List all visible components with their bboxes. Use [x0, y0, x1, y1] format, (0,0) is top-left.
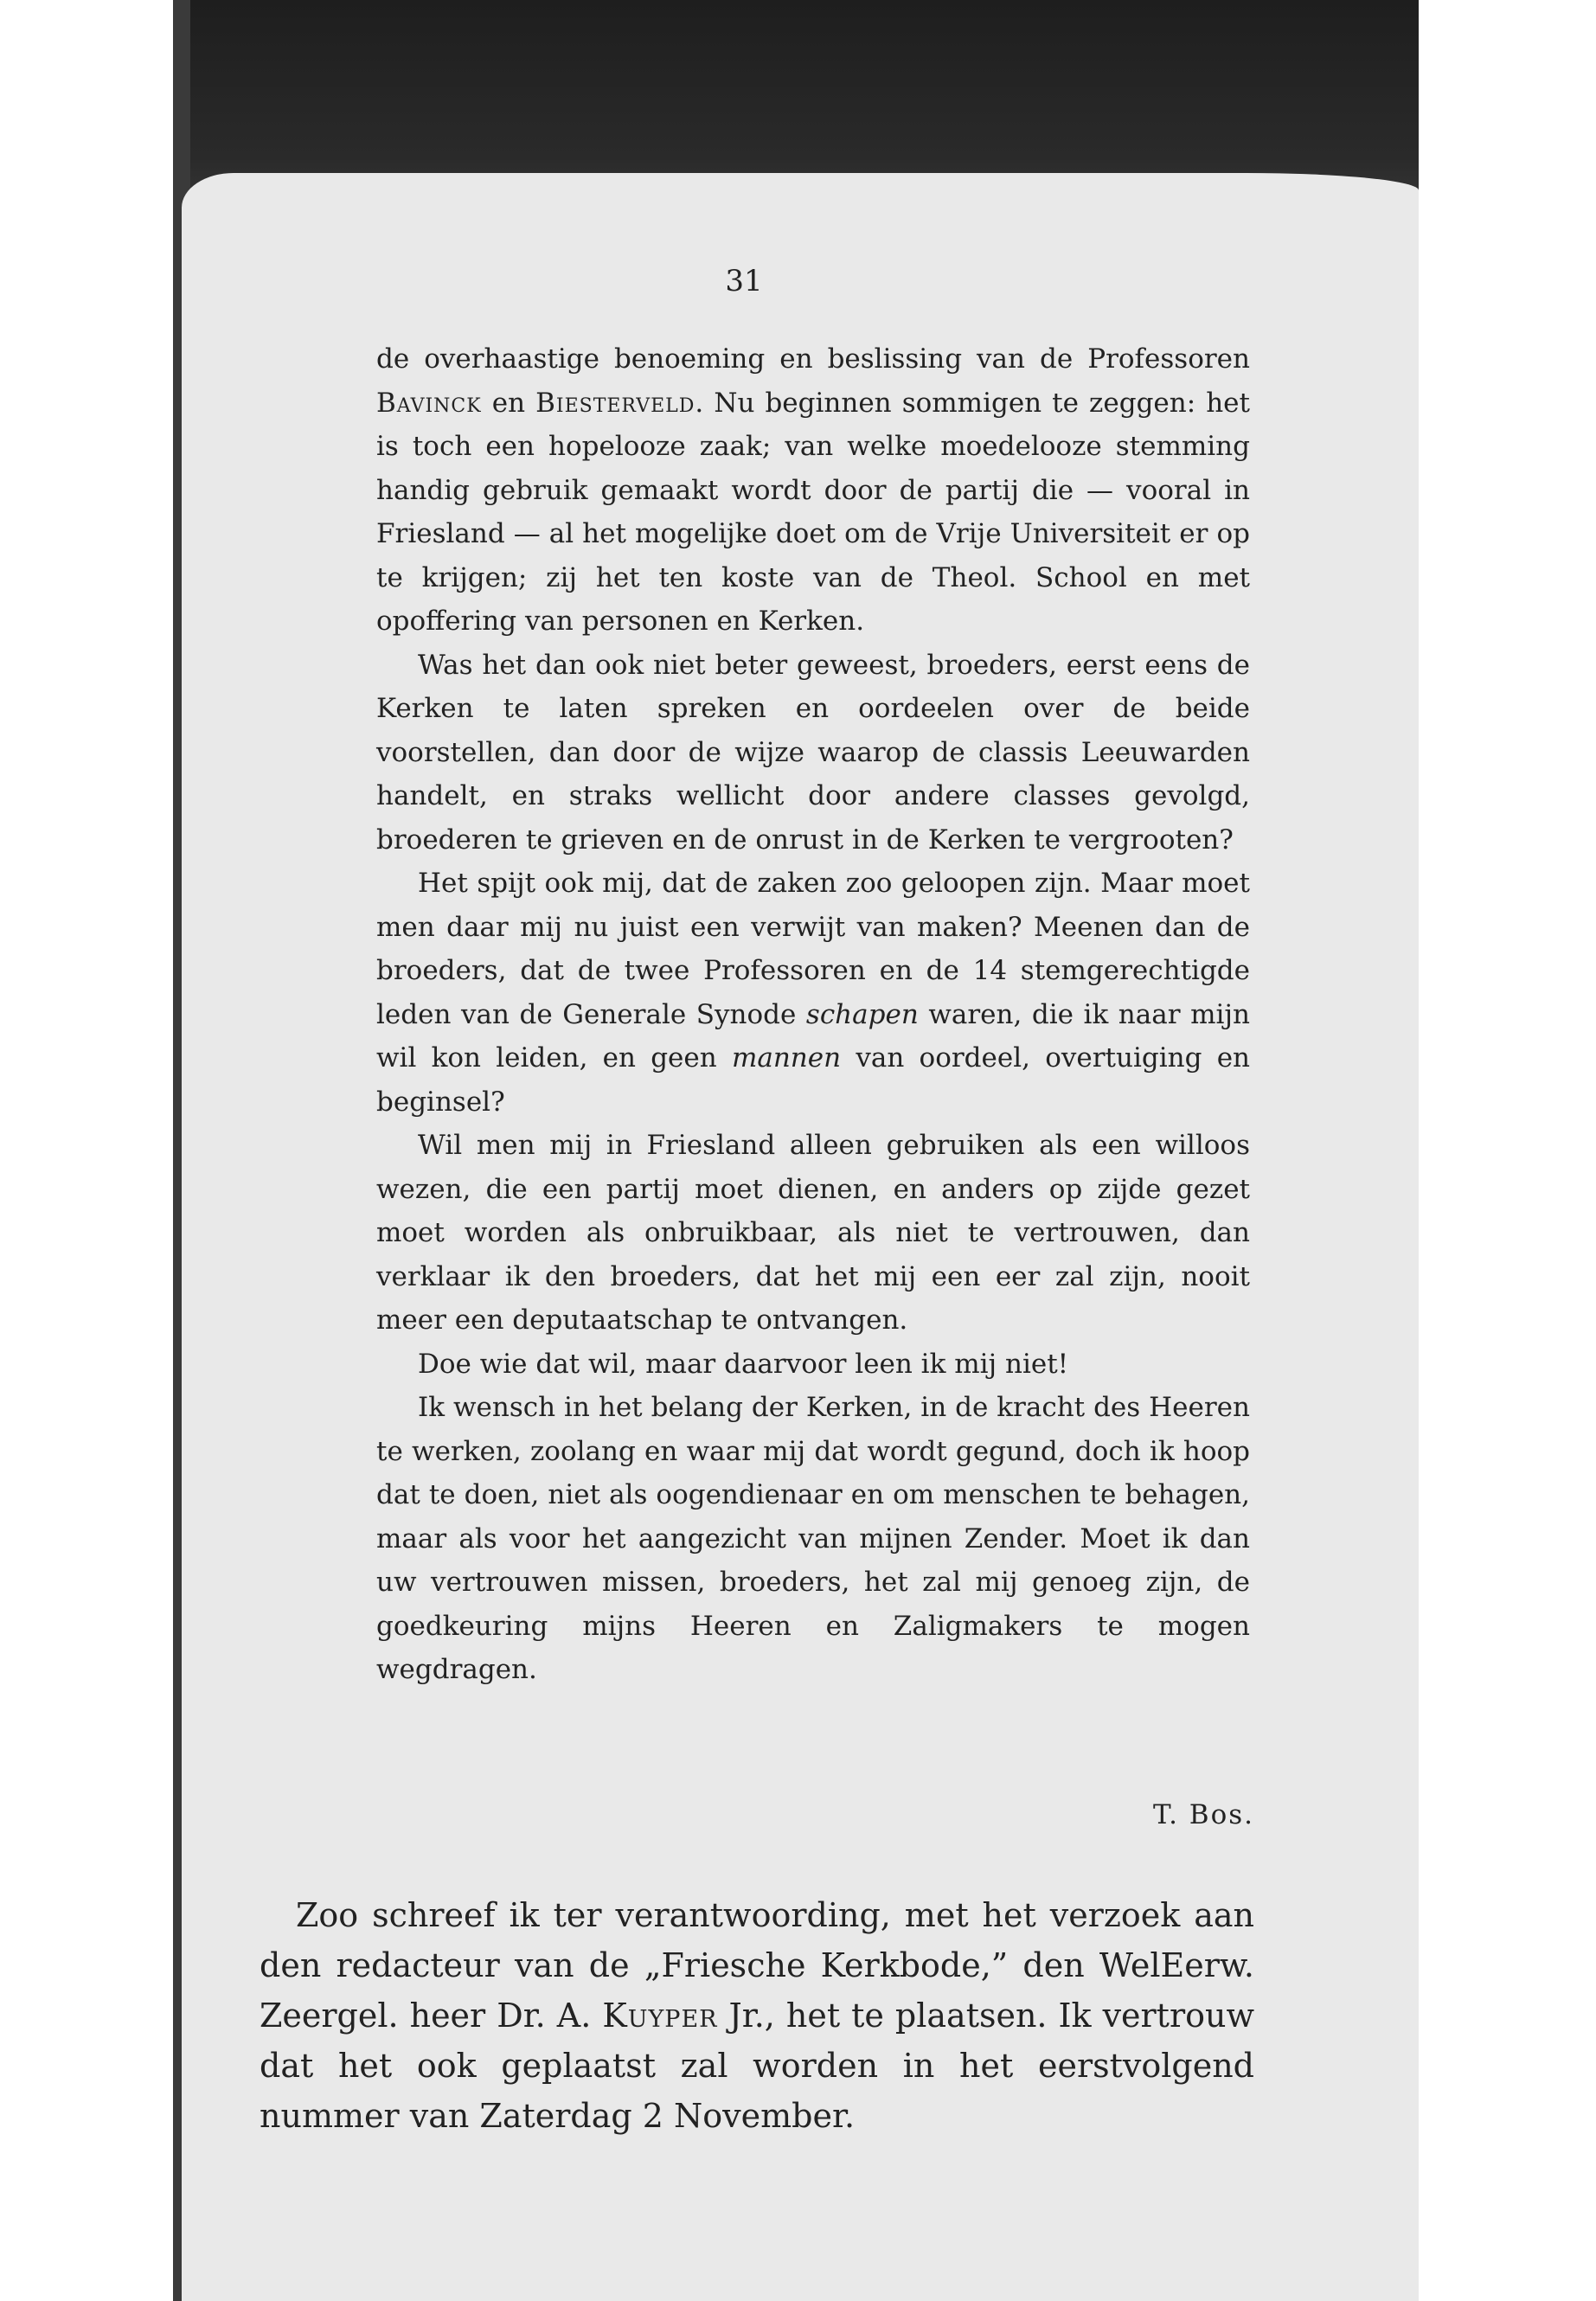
paragraph-1-text-a: de overhaastige benoeming en beslissing van de Professoren — [376, 343, 1250, 375]
paragraph-5: Doe wie dat wil, maar daarvoor leen ik mij niet! — [418, 1348, 1069, 1380]
name-kuyper: Kuyper — [602, 1997, 718, 2035]
word-schapen: schapen — [805, 998, 919, 1030]
closing-text — [260, 1890, 1254, 2141]
paragraph-3-text-a: Het spijt ook mij, dat de zaken zoo geloopen zijn. Maar moet men daar mij nu juist een verwijt van maken? Meenen dan de broeders, dat de twee Professoren en de 14 stemgerechtigde leden van de Generale Synode — [376, 868, 1250, 1030]
paragraph-6: Ik wensch in het belang der Kerken, in de kracht des Heeren te werken, zoolang en waar mij dat wordt gegund, doch ik hoop dat te doen, niet als oogendienaar en om menschen te behagen, maar als voor het aangezicht van mijnen Zender. Moet ik dan uw vertrouwen missen, broeders, het zal mij genoeg zijn, de goedkeuring mijns Heeren en Zaligmakers te mogen wegdragen. — [376, 1392, 1250, 1685]
word-mannen: mannen — [731, 1042, 842, 1074]
letter-body — [376, 337, 1250, 1692]
paragraph-4: Wil men mij in Friesland alleen gebruiken als een willoos wezen, die een partij moet dienen, en anders op zijde gezet moet worden als onbruikbaar, als niet te vertrouwen, dan verklaar ik den broeders, dat het mij een eer zal zijn, nooit meer een deputaatschap te ontvangen. — [376, 1130, 1250, 1336]
paragraph-3-text-c: van oordeel, overtuiging en beginsel? — [376, 1042, 1251, 1118]
closing-text-b: Jr., het te plaatsen. Ik vertrouw dat het ook geplaatst zal worden in het eerstvolgend nummer van Zaterdag 2 November. — [260, 1997, 1254, 2135]
paragraph-1 — [376, 337, 1250, 644]
name-biesterveld: Biesterveld — [535, 387, 695, 419]
paragraph-3-text-b: waren, die ik naar mijn wil kon leiden, en geen — [376, 998, 1250, 1074]
closing-text-a: Zoo schreef ik ter verantwoording, met het verzoek aan den redacteur van de „Friesche Kerkbode,” den WelEerw. Zeergel. heer Dr. A. — [260, 1896, 1254, 2035]
closing-paragraph — [260, 1890, 1254, 2141]
paragraph-2: Was het dan ook niet beter geweest, broeders, eerst eens de Kerken te laten spreken en oordeelen over de beide voorstellen, dan door de wijze waarop de classis Leeuwarden handelt, en straks wellicht door andere classes gevolgd, broederen te grieven en de onrust in de Kerken te vergrooten? — [376, 649, 1250, 856]
paragraph-3 — [376, 862, 1250, 1124]
signature: T. Bos. — [1152, 1799, 1254, 1830]
paragraph-1-text-b: en — [481, 387, 536, 419]
page-number: 31 — [725, 264, 763, 298]
name-bavinck: Bavinck — [376, 387, 482, 419]
paragraph-1-text-c: . Nu beginnen sommigen te zeggen: het is toch een hopelooze zaak; van welke moedelooze stemming handig gebruik gemaakt wordt door de partij die — vooral in Friesland — al het mogelijke doet om de Vrije Universiteit er op te krijgen; zij het ten koste van de Theol. School en met opoffering van personen en Kerken. — [376, 387, 1250, 637]
